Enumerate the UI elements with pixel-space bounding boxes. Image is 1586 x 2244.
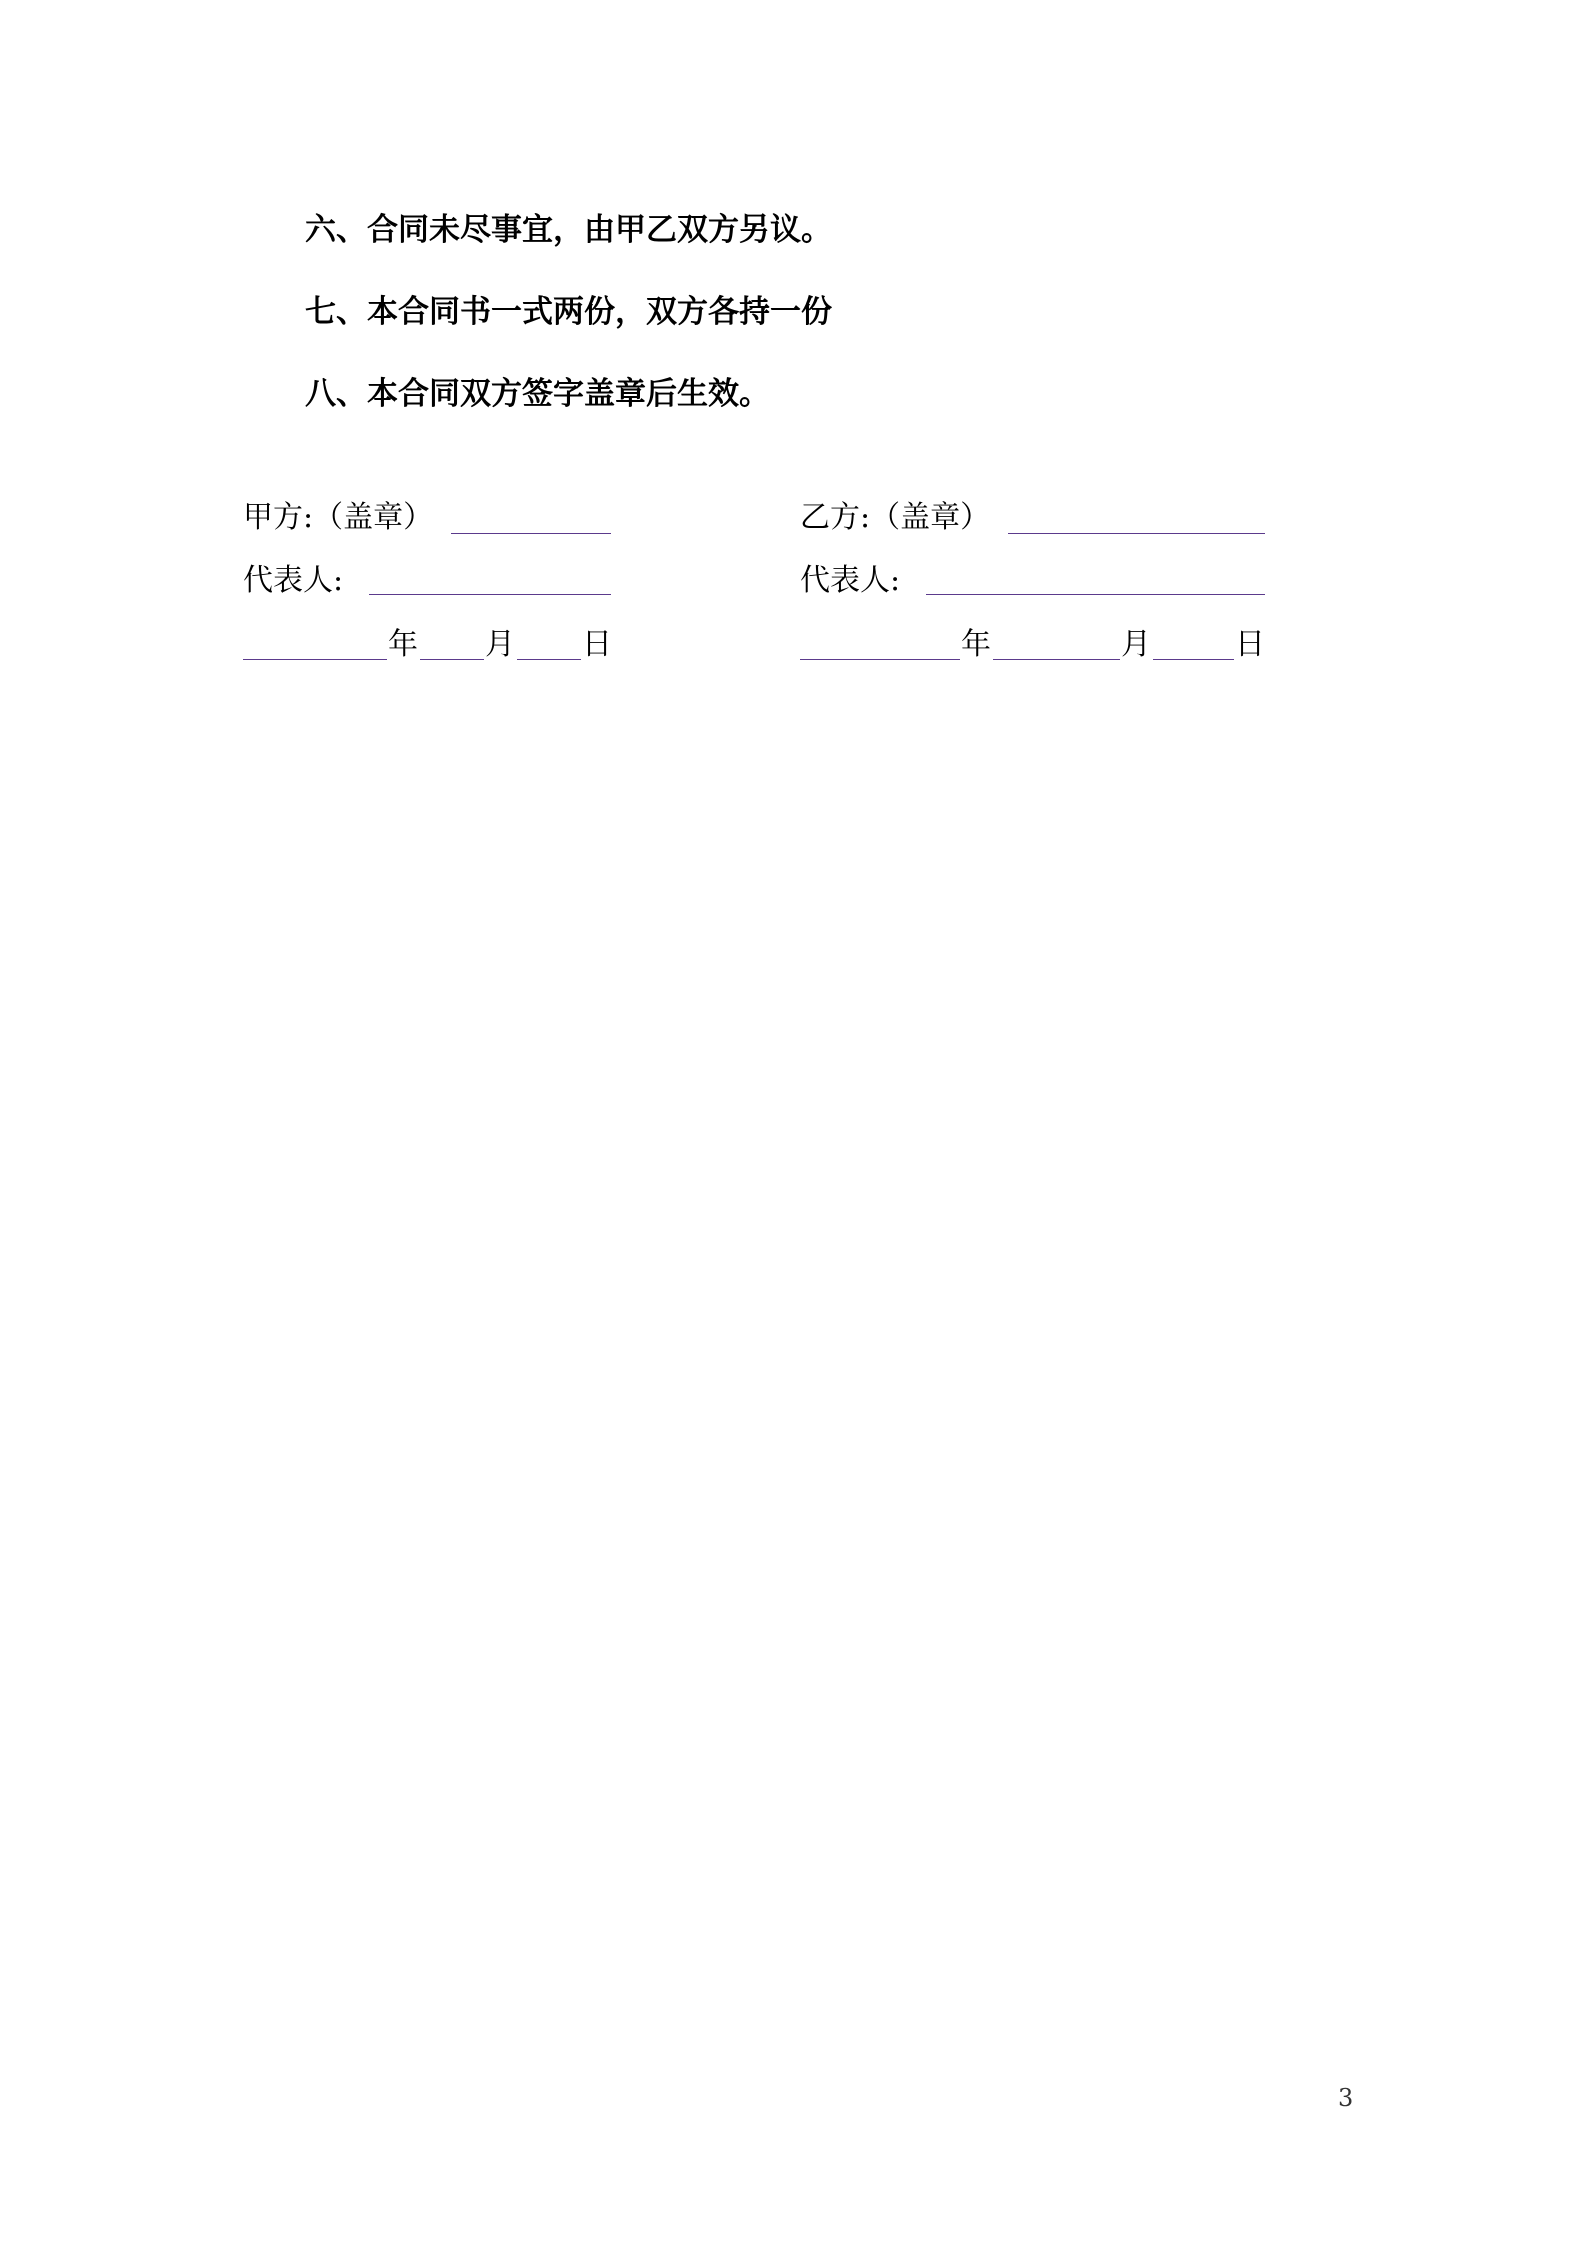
party-b-month-line[interactable] (993, 659, 1120, 660)
party-b-seal-label: 乙方:（盖章） (800, 500, 991, 535)
page-number: 3 (1338, 2084, 1354, 2112)
party-b-representative-label: 代表人: (800, 563, 901, 598)
party-a-day-label: 日 (582, 627, 612, 662)
party-a-year-line[interactable] (243, 659, 387, 660)
party-b-month-label: 月 (1121, 627, 1151, 662)
party-a-seal-label: 甲方:（盖章） (243, 500, 434, 535)
party-b-seal-line[interactable] (1008, 533, 1265, 534)
party-a-representative-label: 代表人: (243, 563, 344, 598)
party-b-day-label: 日 (1235, 627, 1265, 662)
party-a-month-label: 月 (485, 627, 515, 662)
party-b-representative-line[interactable] (926, 594, 1265, 595)
clause-6: 六、合同未尽事宜，由甲乙双方另议。 (305, 212, 832, 248)
party-b-day-line[interactable] (1153, 659, 1234, 660)
party-a-month-line[interactable] (420, 659, 484, 660)
party-a-representative-line[interactable] (369, 594, 611, 595)
party-a-year-label: 年 (388, 627, 418, 662)
party-a-day-line[interactable] (517, 659, 581, 660)
clause-8: 八、本合同双方签字盖章后生效。 (305, 376, 770, 412)
party-a-seal-line[interactable] (451, 533, 611, 534)
party-b-year-line[interactable] (800, 659, 960, 660)
clause-7: 七、本合同书一式两份，双方各持一份 (305, 294, 832, 330)
party-b-year-label: 年 (961, 627, 991, 662)
